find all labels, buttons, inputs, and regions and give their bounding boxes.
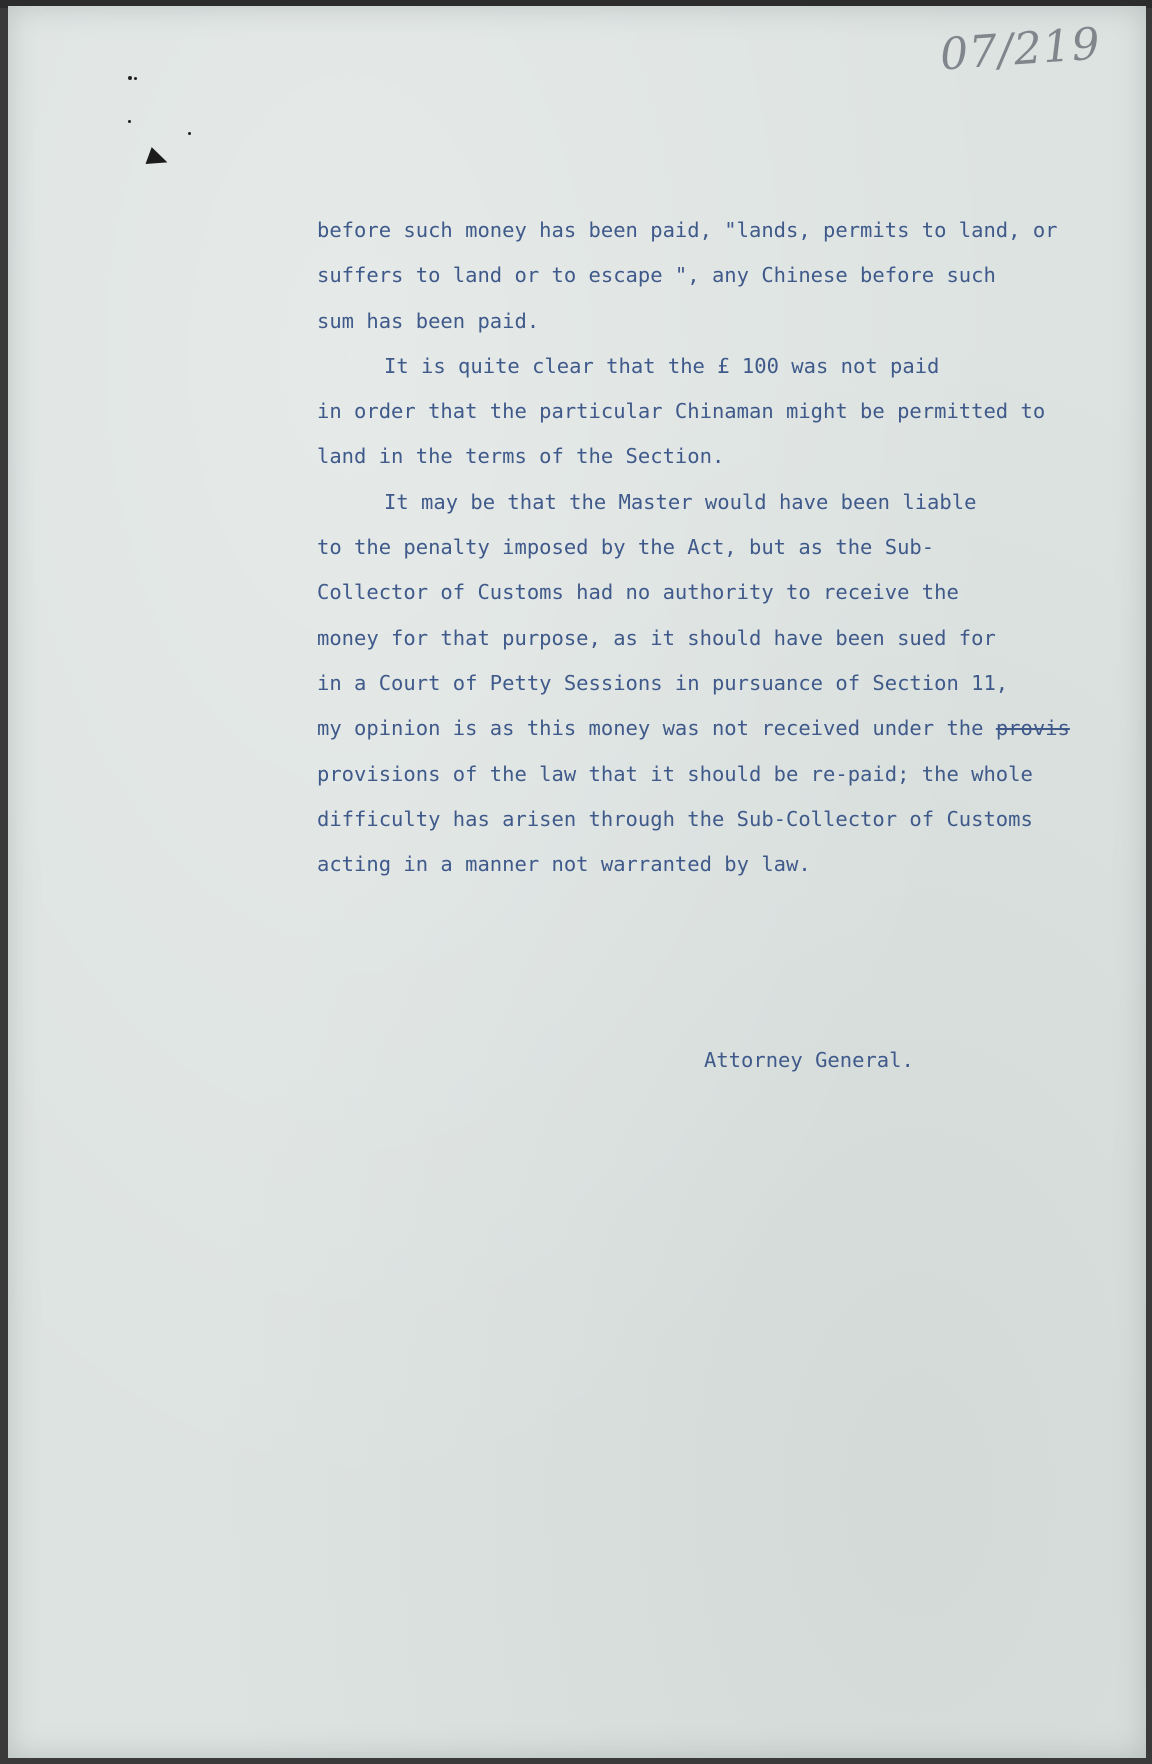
ink-speck <box>134 77 137 80</box>
text-line: provisions of the law that it should be re-paid; the whole <box>317 761 1033 786</box>
text-line: land in the terms of the Section. <box>317 444 725 469</box>
ink-speck <box>188 132 191 135</box>
struck-out-word: provis <box>995 716 1070 741</box>
letter-body <box>317 208 1137 887</box>
text-line: before such money has been paid, "lands, permits to land, or <box>317 218 1058 242</box>
text-line: difficulty has arisen through the Sub-Collector of Customs <box>317 806 1033 831</box>
ink-speck <box>128 120 131 123</box>
text-line: Collector of Customs had no authority to receive the <box>317 580 959 605</box>
text-line: in a Court of Petty Sessions in pursuance of Section 11, <box>317 670 1009 695</box>
paragraph-1 <box>317 208 1137 344</box>
text-line-with-strikeout <box>317 706 1137 751</box>
corner-file-annotation: 07/219 <box>938 18 1103 81</box>
text-line: money for that purpose, as it should have been sued for <box>317 625 996 650</box>
text-line: suffers to land or to escape ", any Chinese before such <box>317 263 996 288</box>
text-line: It may be that the Master would have been liable <box>384 489 977 514</box>
paragraph-3 <box>317 480 1137 888</box>
text-line: to the penalty imposed by the Act, but as the Sub- <box>317 535 935 560</box>
signature-attorney-general: Attorney General. <box>704 1048 914 1072</box>
paragraph-2 <box>317 344 1137 480</box>
text-line: It is quite clear that the £ 100 was not paid <box>384 353 940 378</box>
text-segment: my opinion is as this money was not received under the <box>317 716 984 741</box>
text-line: sum has been paid. <box>317 308 540 333</box>
text-line: acting in a manner not warranted by law. <box>317 852 811 877</box>
text-line: in order that the particular Chinaman might be permitted to <box>317 399 1046 424</box>
ink-speck <box>128 76 132 80</box>
